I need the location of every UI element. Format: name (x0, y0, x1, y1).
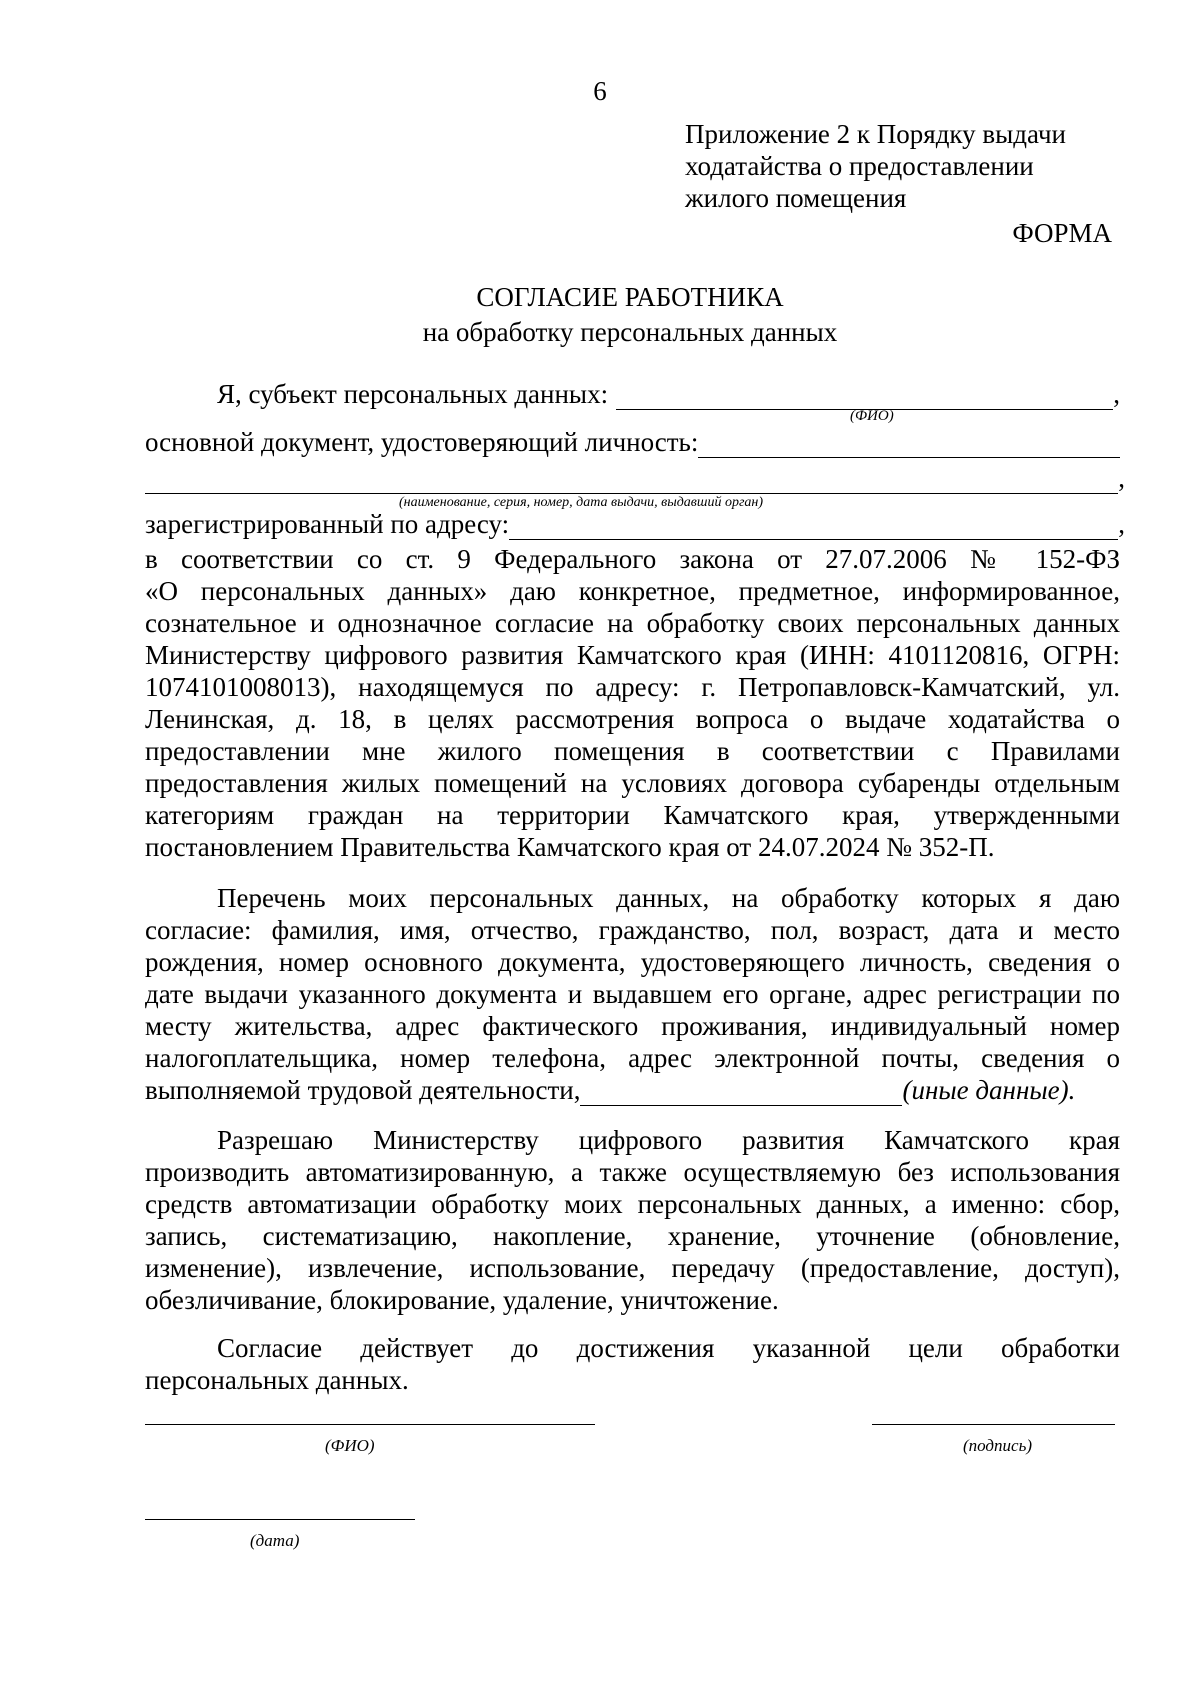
date-caption: (дата) (250, 1531, 300, 1550)
document-line (145, 426, 1120, 458)
fio-signature-caption: (ФИО) (325, 1436, 375, 1455)
document-title: СОГЛАСИЕ РАБОТНИКА (476, 282, 784, 312)
text-line: налогоплательщика, номер телефона, адрес электронной почты, сведения о (145, 1043, 1120, 1073)
document-field[interactable] (698, 431, 1120, 458)
personal-fields (145, 378, 1125, 540)
text-line: согласие: фамилия, имя, отчество, гражданство, пол, возраст, дата и место (145, 915, 1120, 945)
text-line: производить автоматизированную, а также осуществляемую без использования (145, 1157, 1120, 1187)
text-line: в соответствии со ст. 9 Федерального закона от 27.07.2006 № 152-ФЗ (145, 544, 1120, 574)
text-line: 1074101008013), находящемуся по адресу: г. Петропавловск-Камчатский, ул. (145, 672, 1120, 702)
fio-signature-line[interactable] (145, 1424, 595, 1425)
fio-field[interactable] (616, 383, 1113, 410)
text-line: персональных данных. (145, 1365, 409, 1395)
address-label: зарегистрированный по адресу: (145, 509, 510, 539)
text-line: изменение), извлечение, использование, передачу (предоставление, доступ), (145, 1253, 1120, 1283)
text-line: категориям граждан на территории Камчатского края, утвержденными (145, 800, 1120, 830)
paragraph-validity (145, 1332, 1120, 1396)
text-line: запись, систематизацию, накопление, хранение, уточнение (обновление, (145, 1221, 1120, 1251)
address-field[interactable] (509, 513, 1118, 540)
text-line: месту жительства, адрес фактического проживания, индивидуальный номер (145, 1011, 1120, 1041)
paragraph-data-list (145, 882, 1120, 1106)
document-label: основной документ, удостоверяющий личность: (145, 427, 699, 457)
text-line: Разрешаю Министерству цифрового развития Камчатского края (217, 1125, 1120, 1155)
appendix-line: жилого помещения (685, 183, 907, 213)
text-fragment: выполняемой трудовой деятельности, (145, 1075, 581, 1105)
appendix-line: ходатайства о предоставлении (685, 151, 1034, 181)
text-line: обезличивание, блокирование, удаление, уничтожение. (145, 1285, 779, 1315)
form-label: ФОРМА (1012, 218, 1112, 248)
document-subtitle: на обработку персональных данных (422, 317, 838, 347)
document-title-block (0, 280, 1200, 350)
page-number: 6 (593, 76, 607, 106)
date-line[interactable] (145, 1519, 415, 1520)
text-line: предоставлении мне жилого помещения в соответствии с Правилами (145, 736, 1120, 766)
text-line: дате выдачи указанного документа и выдавшем его органе, адрес регистрации по (145, 979, 1120, 1009)
text-line: постановлением Правительства Камчатского края от 24.07.2024 № 352-П. (145, 832, 995, 862)
signature-caption: (подпись) (963, 1436, 1032, 1455)
text-line: Министерству цифрового развития Камчатского края (ИНН: 4101120816, ОГРН: (145, 640, 1120, 670)
address-line (145, 508, 1125, 540)
document-field-2[interactable] (145, 467, 1118, 494)
text-line: средств автоматизации обработку моих персональных данных, а именно: сбор, (145, 1189, 1120, 1219)
text-line: сознательное и однозначное согласие на обработку своих персональных данных (145, 608, 1120, 638)
paragraph-consent (145, 543, 1120, 863)
document-caption: (наименование, серия, номер, дата выдачи, выдавший орган) (399, 495, 764, 510)
appendix-note (685, 118, 1066, 214)
text-line: рождения, номер основного документа, удостоверяющего личность, сведения о (145, 947, 1120, 977)
other-data-field[interactable] (580, 1079, 902, 1106)
other-data-line (145, 1074, 1120, 1106)
text-line: Перечень моих персональных данных, на обработку которых я даю (217, 883, 1120, 913)
document-line-2 (145, 462, 1125, 494)
text-line: Ленинская, д. 18, в целях рассмотрения вопроса о выдаче ходатайства о (145, 704, 1120, 734)
text-line: «О персональных данных» даю конкретное, предметное, информированное, (145, 576, 1120, 606)
fio-caption: (ФИО) (850, 408, 894, 424)
paragraph-permission (145, 1124, 1120, 1316)
signature-line[interactable] (872, 1424, 1115, 1425)
subject-line (217, 378, 1120, 410)
comma: , (1118, 463, 1125, 493)
subject-label: Я, субъект персональных данных: (217, 379, 609, 409)
text-line: Согласие действует до достижения указанной цели обработки (217, 1333, 1120, 1363)
other-data-label: (иные данные). (902, 1075, 1076, 1105)
comma: , (1118, 509, 1125, 539)
text-line: предоставления жилых помещений на условиях договора субаренды отдельным (145, 768, 1120, 798)
comma: , (1113, 379, 1120, 409)
appendix-line: Приложение 2 к Порядку выдачи (685, 119, 1066, 149)
